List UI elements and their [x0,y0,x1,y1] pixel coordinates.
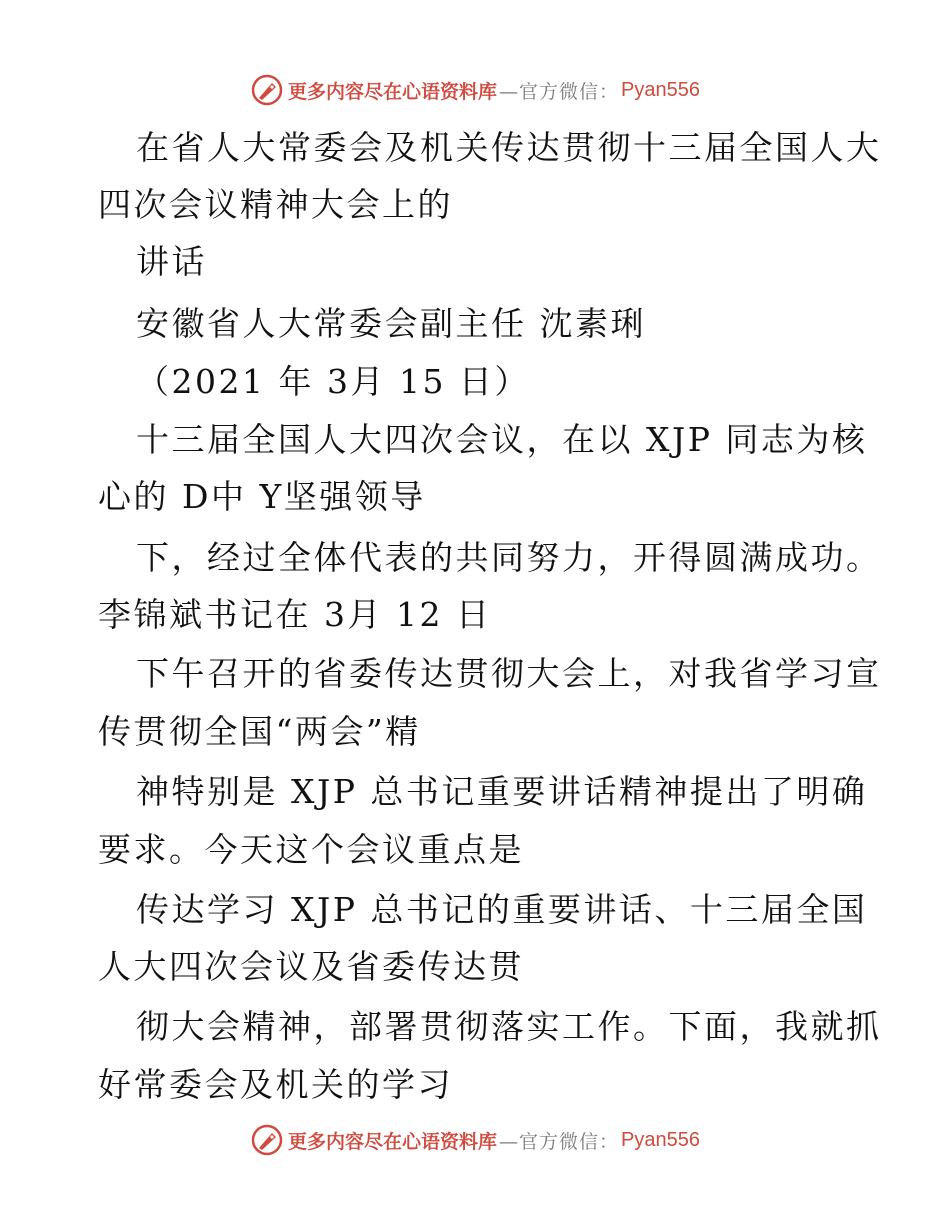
paragraph-line: 十三届全国人大四次会议，在以 XJP 同志为核 [136,420,868,459]
watermark-wechat-id: Pyan556 [621,1128,700,1151]
header-watermark [0,70,950,110]
date-line: （2021 年 3月 15 日） [136,362,530,401]
watermark-separator-text: —官方微信： [499,1130,620,1153]
author-line: 安徽省人大常委会副主任 沈素琍 [136,304,646,343]
paragraph-line: 人大四次会议及省委传达贯 [98,947,524,986]
watermark-wechat-id: Pyan556 [621,78,700,101]
paragraph-line: 神特别是 XJP 总书记重要讲话精神提出了明确 [136,772,868,811]
paragraph-line: 在省人大常委会及机关传达贯彻十三届全国人大 [136,128,882,167]
paragraph-line: 传达学习 XJP 总书记的重要讲话、十三届全国 [136,890,868,929]
pen-nib-logo-icon [250,1123,284,1157]
watermark-main-text: 更多内容尽在心语资料库 [288,80,498,103]
paragraph-line: 李锦斌书记在 3月 12 日 [98,595,492,634]
paragraph-line: 好常委会及机关的学习 [98,1065,453,1104]
paragraph-line: 要求。今天这个会议重点是 [98,830,524,869]
paragraph-line: 下午召开的省委传达贯彻大会上，对我省学习宣 [136,654,882,693]
pen-nib-logo-icon [250,73,284,107]
paragraph-line: 彻大会精神，部署贯彻落实工作。下面，我就抓 [136,1007,882,1046]
watermark-separator-text: —官方微信： [499,80,620,103]
paragraph-line: 心的 D中 Y坚强领导 [98,477,426,516]
paragraph-line: 传贯彻全国“两会”精 [98,712,421,751]
watermark-main-text: 更多内容尽在心语资料库 [288,1130,498,1153]
paragraph-line: 讲话 [136,242,207,281]
paragraph-line: 四次会议精神大会上的 [98,185,453,224]
footer-watermark [0,1120,950,1160]
paragraph-line: 下，经过全体代表的共同努力，开得圆满成功。 [136,538,882,577]
